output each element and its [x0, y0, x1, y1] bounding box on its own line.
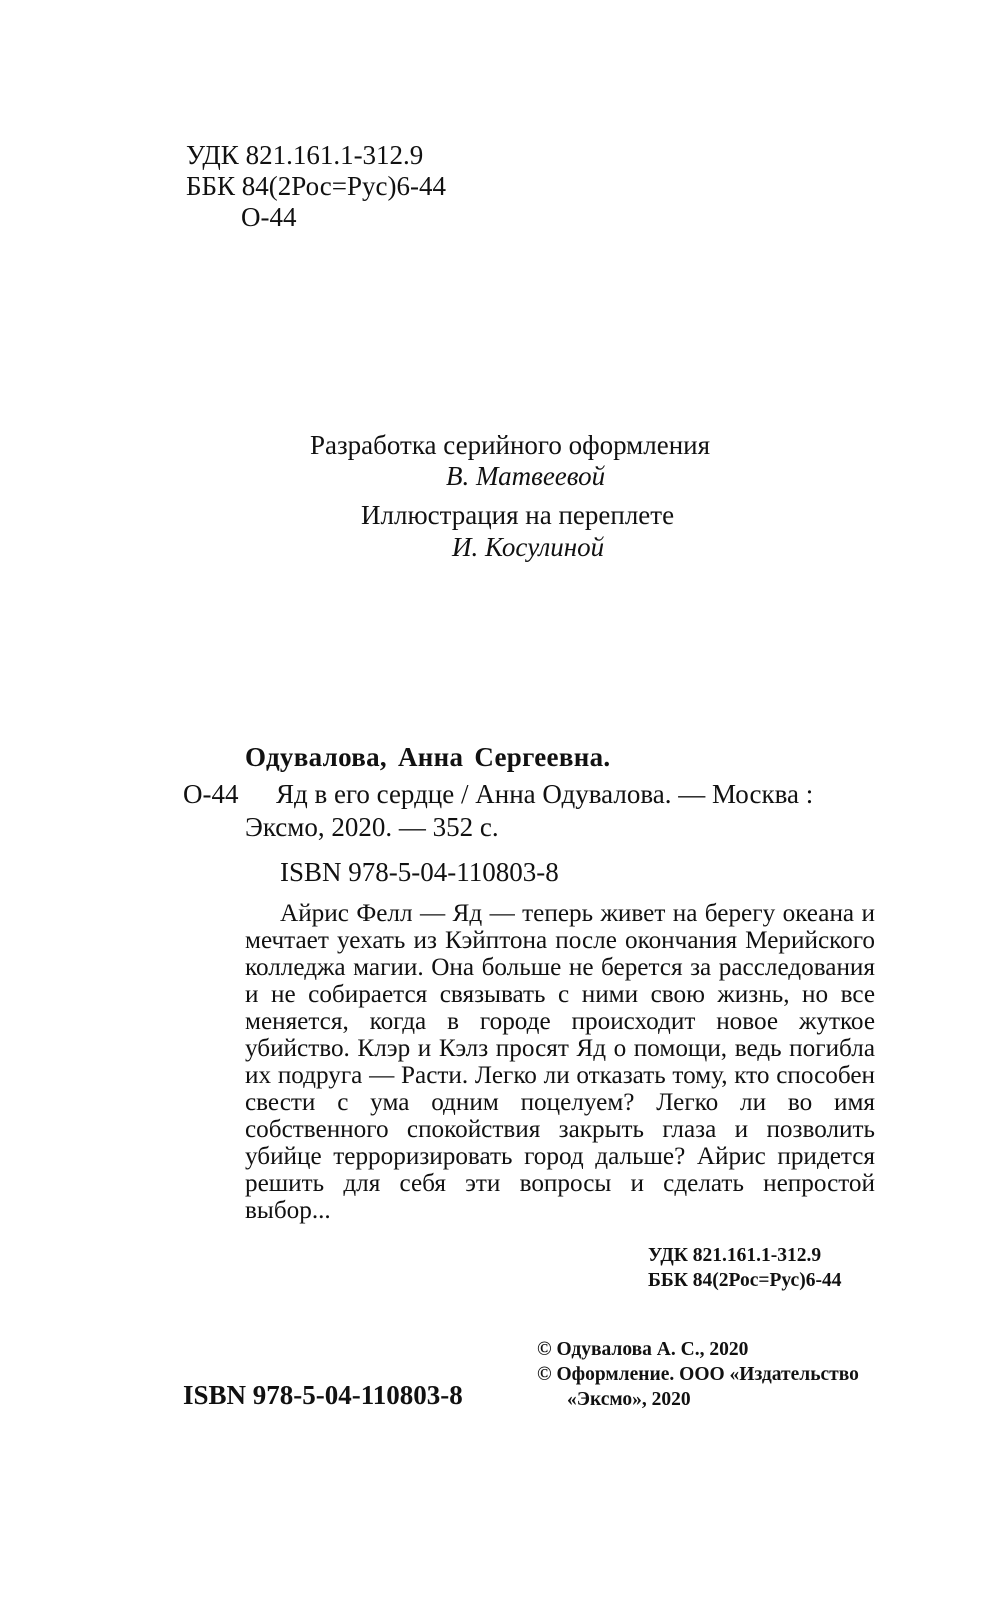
biblio-title-line-1: Яд в его сердце / Анна Одувалова. — Москва :	[276, 779, 814, 809]
top-classification-codes	[186, 140, 446, 233]
isbn-large: ISBN 978-5-04-110803-8	[183, 1380, 463, 1410]
bottom-udk-code: УДК 821.161.1-312.9	[648, 1245, 822, 1266]
biblio-author: Одувалова, Анна Сергеевна.	[245, 742, 611, 772]
copyright-design-continued: «Эксмо», 2020	[567, 1389, 691, 1410]
author-mark: О-44	[241, 202, 297, 232]
bbk-code: ББК 84(2Рос=Рус)6-44	[186, 171, 446, 201]
copyright-block	[537, 1337, 859, 1412]
cover-illustration-name: И. Косулиной	[452, 532, 605, 562]
copyright-author: © Одувалова А. С., 2020	[537, 1339, 749, 1360]
cover-illustration-label: Иллюстрация на переплете	[361, 500, 675, 530]
copyright-design: © Оформление. ООО «Издательство	[537, 1364, 859, 1385]
series-design-label: Разработка серийного оформления	[310, 430, 711, 460]
biblio-isbn: ISBN 978-5-04-110803-8	[280, 857, 559, 887]
bottom-classification-codes	[648, 1243, 841, 1293]
udk-code: УДК 821.161.1-312.9	[186, 140, 424, 170]
annotation-paragraph: Айрис Фелл — Яд — теперь живет на берегу океана и мечтает уехать из Кэйптона после окончания Мерийского колледжа магии. Она больше не берется за расследования и не собирается связывать с ними свою жизнь, но все меняется, когда в городе происходит новое жуткое убийство. Клэр и Кэлз просят Яд о помощи, ведь погибла их подруга — Расти. Легко ли отказать тому, кто способен свести с ума одним поцелуем? Легко ли во имя собственного спокойствия закрыть глаза и позволить убийце терроризировать город дальше? Айрис придется решить для себя эти вопросы и сделать непростой выбор...	[245, 900, 875, 1224]
biblio-title-line-2: Эксмо, 2020. — 352 с.	[245, 812, 499, 842]
series-design-name: В. Матвеевой	[446, 461, 606, 491]
bottom-bbk-code: ББК 84(2Рос=Рус)6-44	[648, 1270, 842, 1291]
biblio-author-mark: О-44	[183, 779, 239, 809]
